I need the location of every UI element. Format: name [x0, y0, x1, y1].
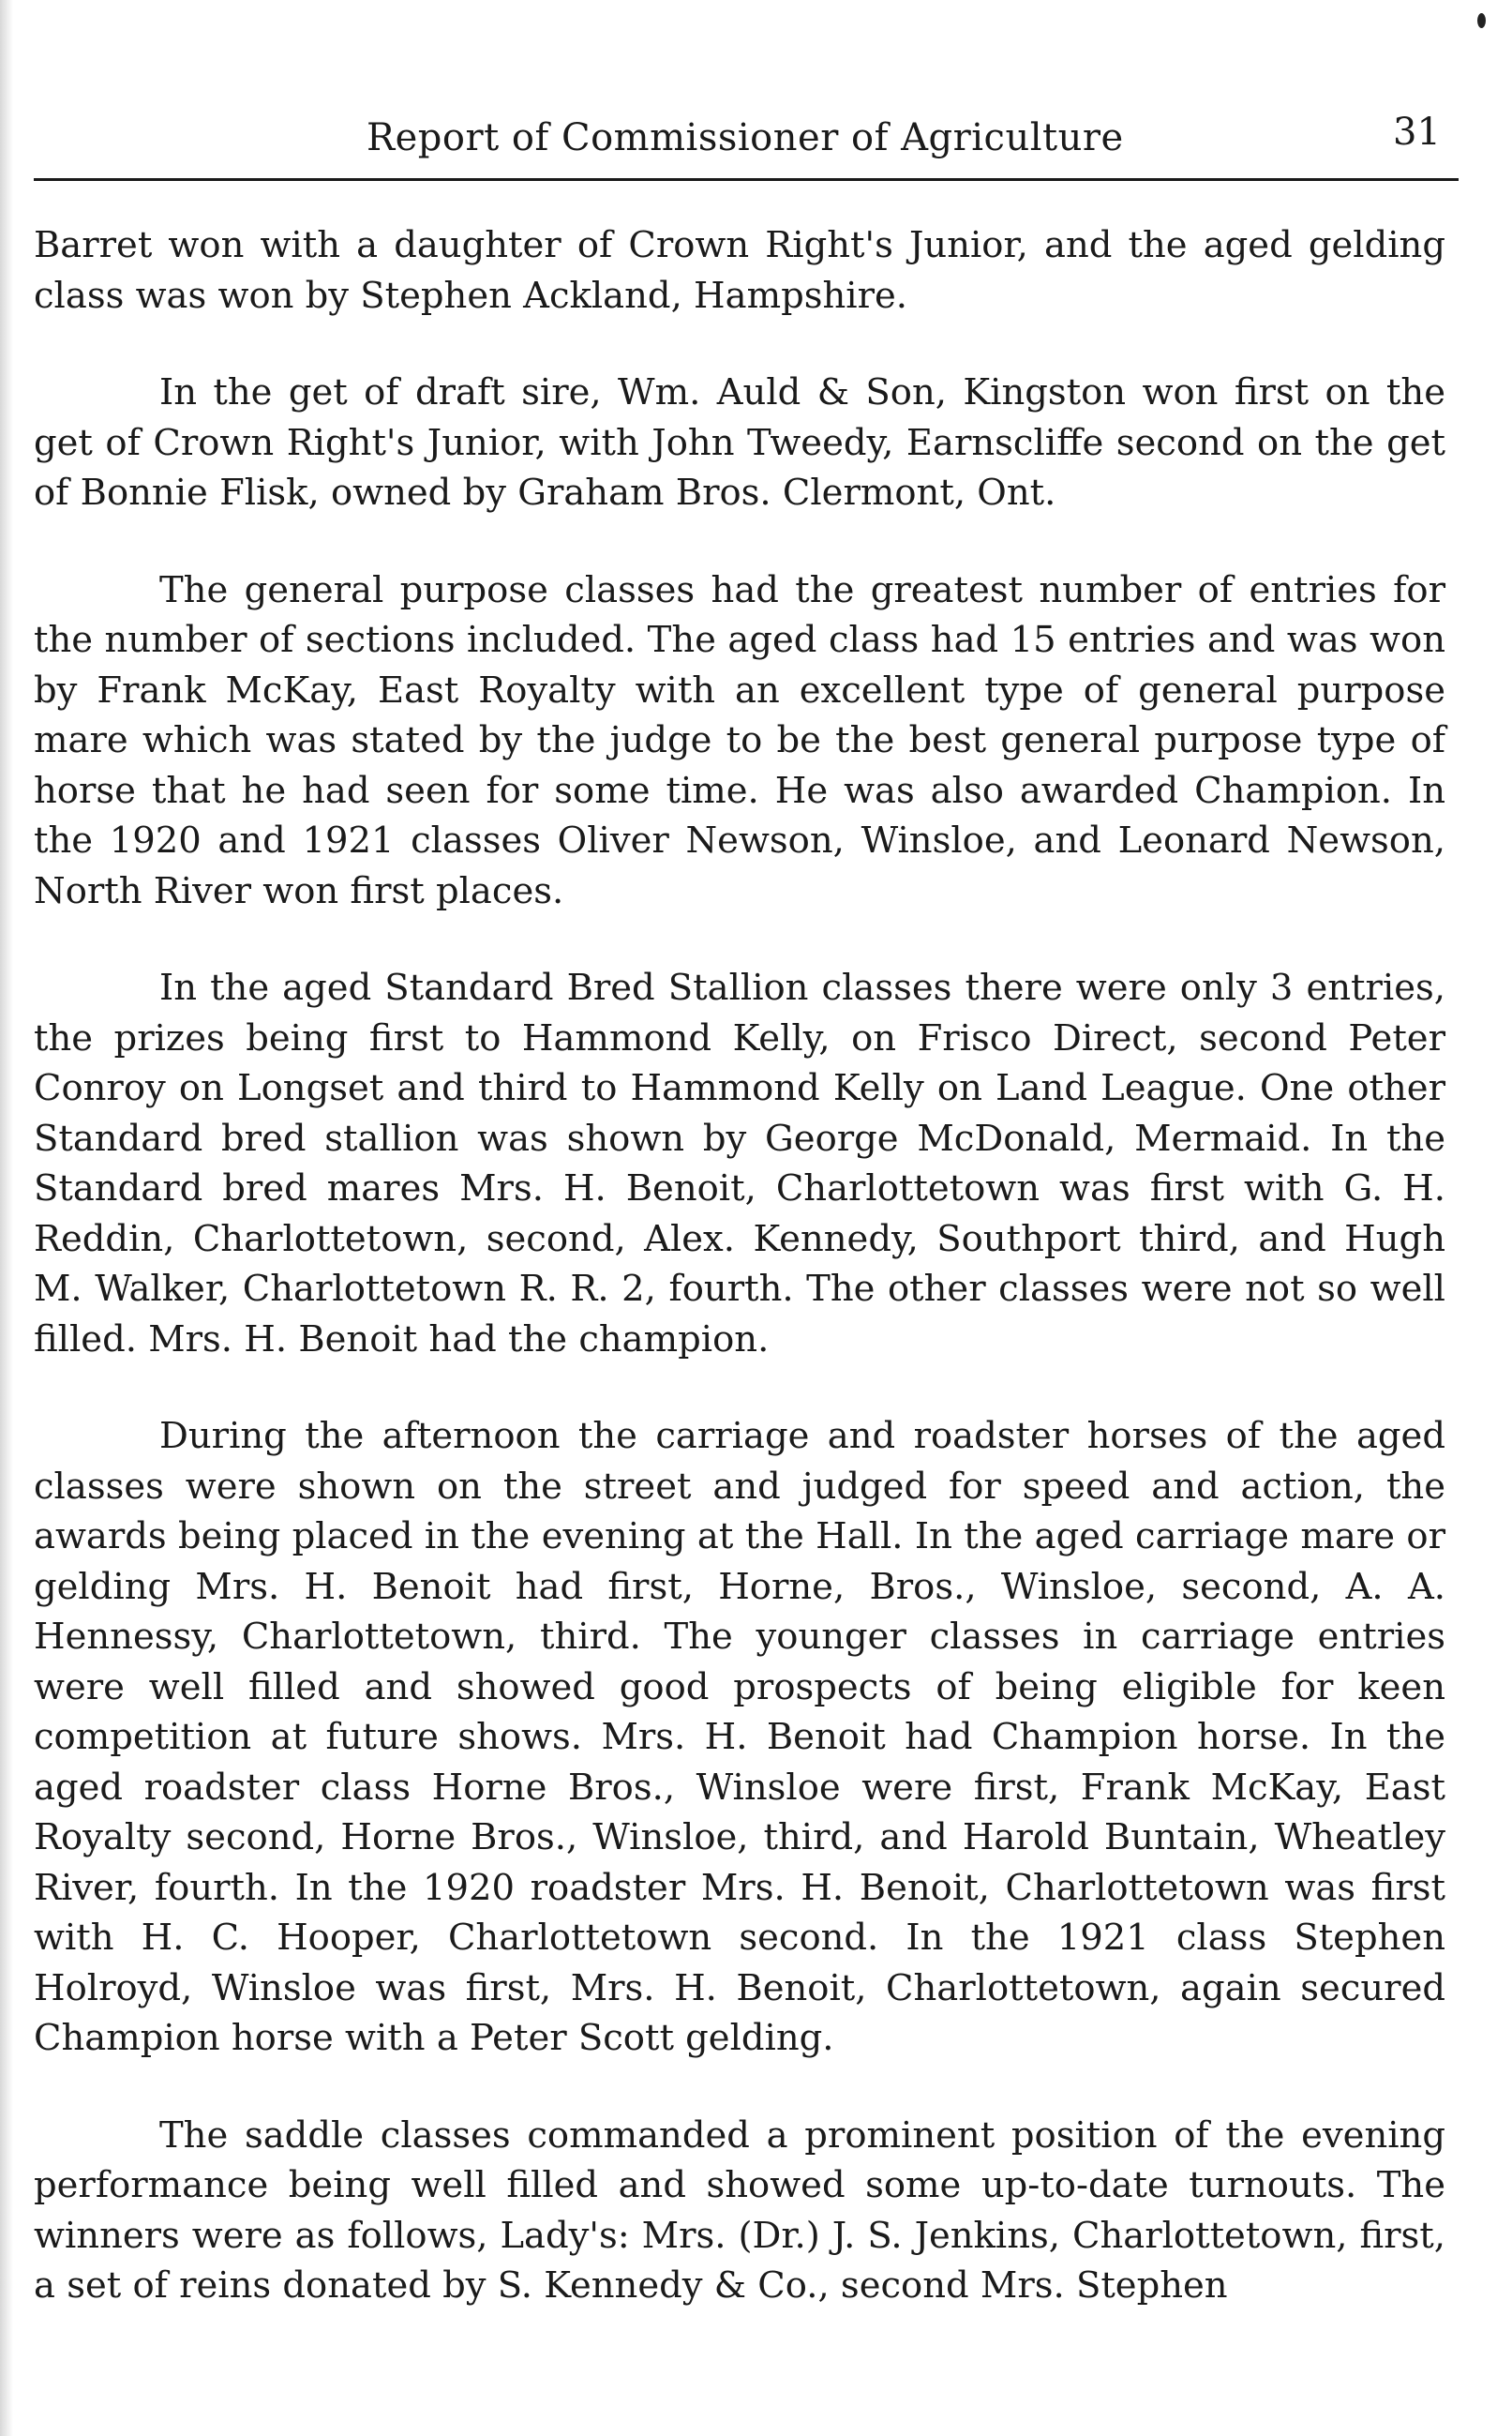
running-title: Report of Commissioner of Agriculture [367, 116, 1124, 159]
ink-mark [1477, 13, 1486, 28]
paragraph-draft-sire: In the get of draft sire, Wm. Auld & Son, Kingston won first on the get of Crown Right's Junior, with John Tweedy, Earnscliffe second on the get of Bonnie Flisk, owned by Graham Bros. Clermont, Ont. [34, 371, 1445, 514]
paragraph-carriage-roadster: During the afternoon the carriage and roadster horses of the aged classes were shown on the street and judged for speed and action, the awards being placed in the evening at the Hall. In the aged carriage mare or gelding Mrs. H. Benoit had first, Horne, Bros., Winsloe, second, A. A. Hennessy, Charlottetown, third. The younger classes in carriage entries were well filled and showed good prospects of being eligible for keen competition at future shows. Mrs. H. Benoit had Champion horse. In the aged roadster class Horne Bros., Winsloe were first, Frank McKay, East Royalty second, Horne Bros., Winsloe, third, and Harold Buntain, Wheatley River, fourth. In the 1920 roadster Mrs. H. Benoit, Charlottetown was first with H. C. Hooper, Charlottetown second. In the 1921 class Stephen Holroyd, Winsloe was first, Mrs. H. Benoit, Charlottetown, again secured Champion horse with a Peter Scott gelding. [34, 1415, 1445, 2059]
header-rule [34, 178, 1459, 181]
paragraph-general-purpose: The general purpose classes had the greatest number of entries for the number of sections included. The aged class had 15 entries and was won by Frank McKay, East Royalty with an excellent type of general purpose mare which was stated by the judge to be the best general purpose type of horse that he had seen for some time. He was also awarded Champion. In the 1920 and 1921 classes Oliver Newson, Winsloe, and Leonard Newson, North River won first places. [34, 568, 1445, 912]
paragraph-continued: Barret won with a daughter of Crown Right's Junior, and the aged gelding class was won by Stephen Ackland, Hampshire. [34, 224, 1445, 317]
body-text [34, 220, 1445, 2358]
paragraph-saddle-classes: The saddle classes commanded a prominent position of the evening performance being well filled and showed some up-to-date turnouts. The winners were as follows, Lady's: Mrs. (Dr.) J. S. Jenkins, Charlottetown, first, a set of reins donated by S. Kennedy & Co., second Mrs. Stephen [34, 2113, 1445, 2307]
page-edge-shadow [0, 0, 13, 2436]
page-number: 31 [1393, 111, 1441, 154]
running-header [34, 101, 1459, 186]
paragraph-standard-bred: In the aged Standard Bred Stallion classes there were only 3 entries, the prizes being first to Hammond Kelly, on Frisco Direct, second Peter Conroy on Longset and third to Hammond Kelly on Land League. One other Standard bred stallion was shown by George McDonald, Mermaid. In the Standard bred mares Mrs. H. Benoit, Charlottetown was first with G. H. Reddin, Charlottetown, second, Alex. Kennedy, Southport third, and Hugh M. Walker, Charlottetown R. R. 2, fourth. The other classes were not so well filled. Mrs. H. Benoit had the champion. [34, 967, 1445, 1361]
